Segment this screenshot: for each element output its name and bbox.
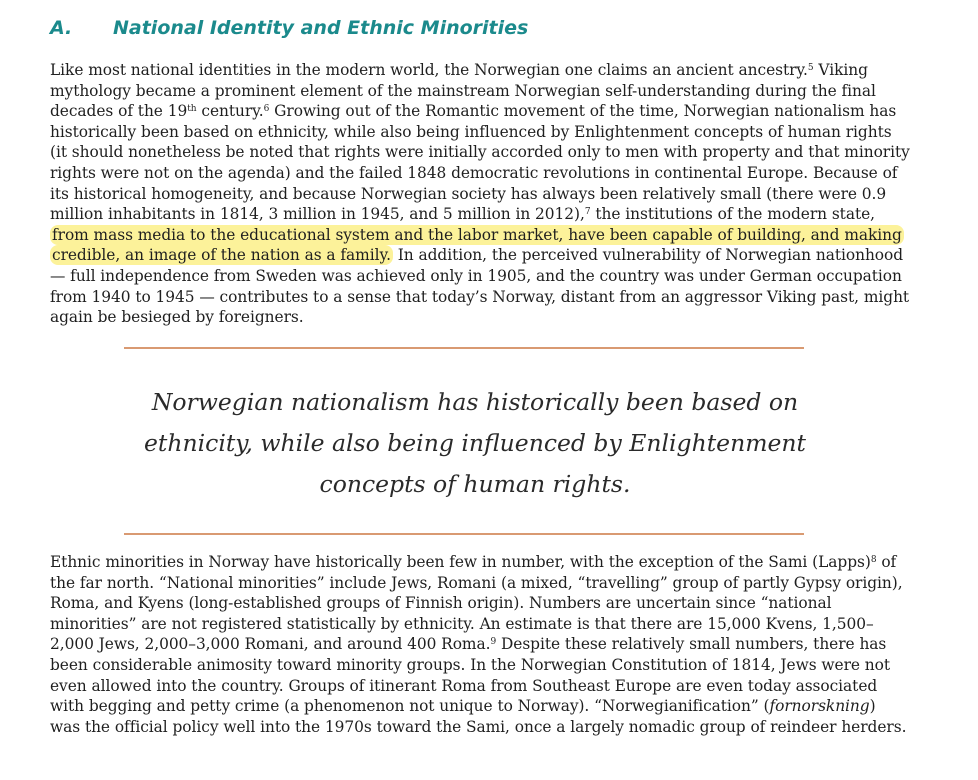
pull-quote-line-2: ethnicity, while also being influenced by Enlightenment [144,429,806,457]
italic-term: fornorskning [769,697,870,716]
text-span: the institutions of the modern state, [590,205,875,224]
footnote-ref-6[interactable]: 6 [263,104,270,115]
text-span: ) was the official policy well into the 1970s toward the Sami, once a largely nomadic group of reindeer herders. [50,697,907,736]
text-span: Growing out of the Romantic movement of the time, Norwegian nationalism has historically been based on ethnicity, while also being influenced by Enlightenment concepts of human rights (it should nonetheless be noted that rights were initially accorded only to men with property and that minority rights were not on the agenda) and the failed 1848 democratic revolutions in continental Europe. Because of its historical homogeneity, and because Norwegian society has always been relatively small (there were 0.9 million inhabitants in 1814, 3 million in 1945, and 5 million in 2012), [50,102,910,224]
text-span: In addition, the perceived vulnerability of Norwegian nationhood — full independence from Sweden was achieved only in 1905, and the country was under German occupation from 1940 to 1945 — contributes to a sense that today’s Norway, distant from an aggressor Viking past, might again be besieged by foreigners. [50,246,910,327]
section-letter: A. [50,17,73,39]
pull-quote-line-3: concepts of human rights. [319,470,631,498]
text-span: Ethnic minorities in Norway have historically been few in number, with the exception of the Sami (Lapps) [50,553,871,571]
highlighted-text: from mass media to the educational system and the labor market, have been capable of building, and making credible, an image of the nation as a family. [52,225,902,265]
text-span: of the far north. “National minorities” include Jews, Romani (a mixed, “travelling” group of partly Gypsy origin), Roma, and Kyens (long-established groups of Finnish origin). Numbers are uncertain since “national minorities” are not registered statistically by ethnicity. An estimate is that there are 15,000 Kvens, 1,500–2,000 Jews, 2,000–3,000 Romani, and around 400 Roma. [50,553,903,654]
section-title: National Identity and Ethnic Minorities [113,17,529,39]
footnote-ref-5[interactable]: 5 [807,63,814,73]
body-paragraph-national-identity [50,60,910,328]
pullquote-top-divider [124,347,804,349]
pull-quote [120,382,830,505]
superscript-th: th [187,104,197,115]
text-span: Despite these relatively small numbers, there has been considerable animosity toward minority groups. In the Norwegian Constitution of 1814, Jews were not even allowed into the country. Groups of itinerant Roma from Southeast Europe are even today associated with begging and petty crime (a phenomenon not unique to Norway). “Norwegianification” ( [50,635,890,716]
pullquote-bottom-divider [124,533,804,535]
text-span: Like most national identities in the modern world, the Norwegian one claims an ancient ancestry. [50,61,808,79]
text-span: century. [196,102,264,121]
footnote-ref-8[interactable]: 8 [870,555,877,565]
text-span: Viking mythology became a prominent element of the mainstream Norwegian self-understanding during the final decades of the 19 [50,61,876,121]
body-paragraph-ethnic-minorities [50,552,910,737]
footnote-ref-9[interactable]: 9 [490,637,497,648]
pull-quote-line-1: Norwegian nationalism has historically been based on [151,388,799,416]
section-heading [50,14,528,42]
footnote-ref-7[interactable]: 7 [584,207,591,218]
